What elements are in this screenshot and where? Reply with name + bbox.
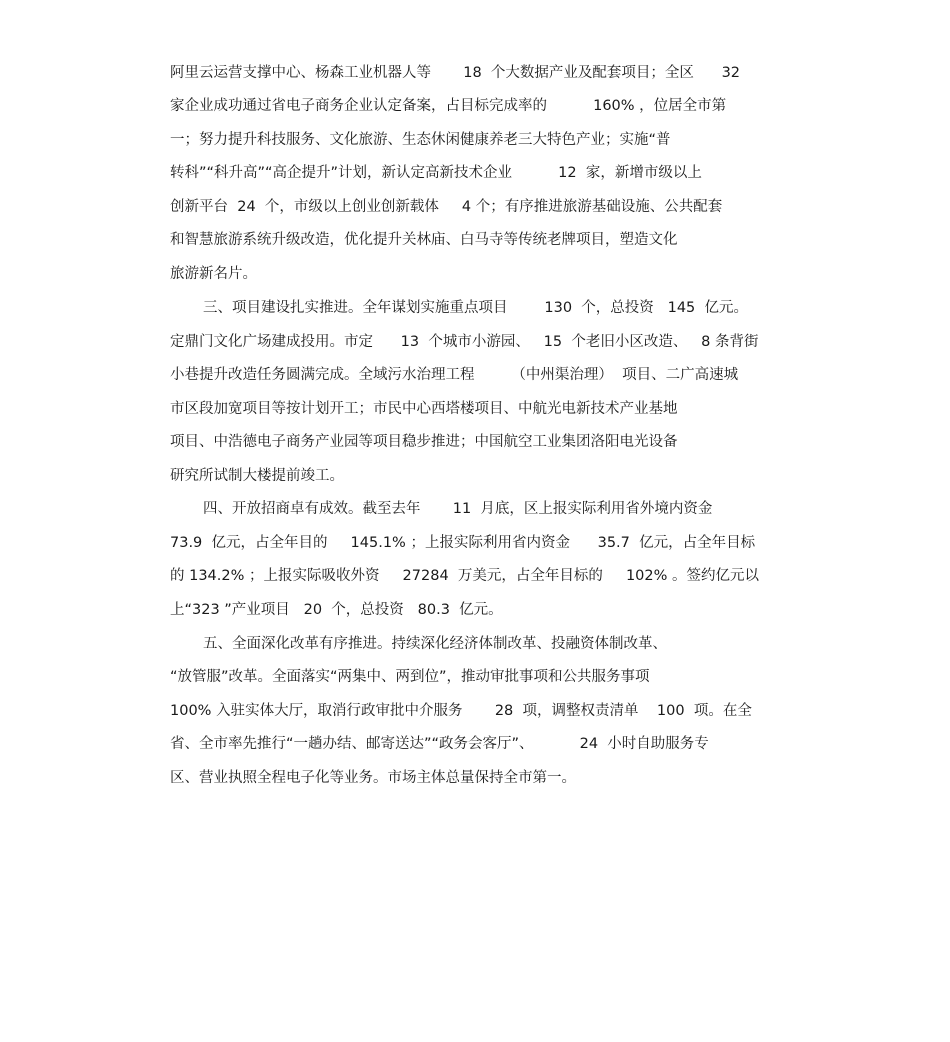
text-line: 项目、中浩德电子商务产业园等项目稳步推进；中国航空工业集团洛阳电光设备 [170,434,678,450]
text-line: 定鼎门文化广场建成投用。市定 13 个城市小游园、 15 个老旧小区改造、 8 条背街 [170,334,759,350]
paragraph-heading-5: 五、全面深化改革有序推进。持续深化经济体制改革、投融资体制改革、 [203,636,667,652]
text-line: 100% 入驻实体大厅，取消行政审批中介服务 28 项，调整权责清单 100 项。在全 [170,703,752,719]
text-line: 家企业成功通过省电子商务企业认定备案，占目标完成率的 160% ，位居全市第 [170,98,727,114]
text-line: 阿里云运营支撑中心、杨森工业机器人等 18 个大数据产业及配套项目；全区 32 [170,65,741,81]
text-line: 一；努力提升科技服务、文化旅游、生态休闲健康养老三大特色产业；实施“普 [170,132,671,148]
paragraph-heading-4: 四、开放招商卓有成效。截至去年 11 月底，区上报实际利用省外境内资金 [203,501,713,517]
text-line: 73.9 亿元，占全年目的 145.1% ；上报实际利用省内资金 35.7 亿元，占全年目标 [170,535,756,551]
text-line: 小巷提升改造任务圆满完成。全域污水治理工程 （中州渠治理） 项目、二广高速城 [170,367,739,383]
text-line: 市区段加宽项目等按计划开工；市民中心西塔楼项目、中航光电新技术产业基地 [170,401,678,417]
text-line: 省、全市率先推行“一趟办结、邮寄送达”“政务会客厅”、 24 小时自助服务专 [170,736,709,752]
text-line: 创新平台 24 个，市级以上创业创新载体 4 个；有序推进旅游基础设施、公共配套 [170,199,723,215]
paragraph-heading-3: 三、项目建设扎实推进。全年谋划实施重点项目 130 个，总投资 145 亿元。 [203,300,748,316]
text-line: 区、营业执照全程电子化等业务。市场主体总量保持全市第一。 [170,770,576,786]
text-line: 的 134.2% ；上报实际吸收外资 27284 万美元，占全年目标的 102% 。签约亿元以 [170,568,760,584]
text-line: 转科”“科升高”“高企提升”计划，新认定高新技术企业 12 家，新增市级以上 [170,165,702,181]
text-line: 和智慧旅游系统升级改造，优化提升关林庙、白马寺等传统老牌项目，塑造文化 [170,232,678,248]
text-line: 旅游新名片。 [170,266,257,282]
text-line: “放管服”改革。全面落实“两集中、两到位”，推动审批事项和公共服务事项 [170,669,650,685]
text-line: 研究所试制大楼提前竣工。 [170,468,344,484]
text-line: 上“323 ”产业项目 20 个，总投资 80.3 亿元。 [170,602,503,618]
